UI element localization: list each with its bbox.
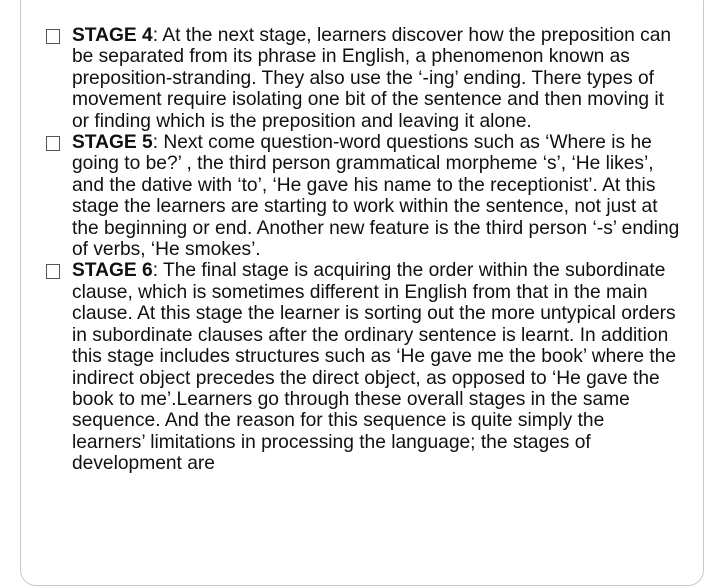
stage-label: STAGE <box>72 25 137 46</box>
stage-number: 6 <box>142 260 153 282</box>
stage-number: 4 <box>142 25 153 46</box>
stage-text: : At the next stage, learners discover how the preposition can be separated from its phrase in English, a phenomenon known as preposition-stranding. They also use the ‘-ing’ ending. There types of movement require isolating one bit of the sentence and then moving it or finding which is the preposition and leaving it alone. <box>72 25 672 132</box>
stage-4-paragraph <box>52 25 680 132</box>
stage-number: 5 <box>142 132 153 154</box>
stage-text: : The final stage is acquiring the order within the subordinate clause, which is sometimes different in English from that in the main clause. At this stage the learner is sorting out the more untypical orders in subordinate clauses after the ordinary sentence is learnt. In addition this stage includes structures such as ‘He gave me the book’ where the indirect object precedes the direct object, as opposed to ‘He gave the book to me’.Learners go through these overall stages in the same sequence. And the reason for this sequence is quite simply the learners’ limitations in processing the language; the stages of development are <box>72 260 677 475</box>
missing-glyph-box-icon <box>46 29 60 44</box>
stage-text: : Next come question-word questions such as ‘Where is he going to be?’ , the third person grammatical morpheme ‘s’, ‘He likes’, and the dative with ‘to’, ‘He gave his name to the receptionist’. At this stage the learners are starting to work within the sentence, not just at the beginning or end. Another new feature is the third person ‘-s’ ending of verbs, ‘He smokes’. <box>72 132 680 261</box>
stage-label: STAGE <box>72 132 137 154</box>
stage-label: STAGE <box>72 260 137 282</box>
slide-content <box>52 25 680 475</box>
stage-5-paragraph <box>52 132 680 260</box>
stage-6-paragraph <box>52 260 680 474</box>
missing-glyph-box-icon <box>46 136 60 151</box>
missing-glyph-box-icon <box>46 264 60 279</box>
